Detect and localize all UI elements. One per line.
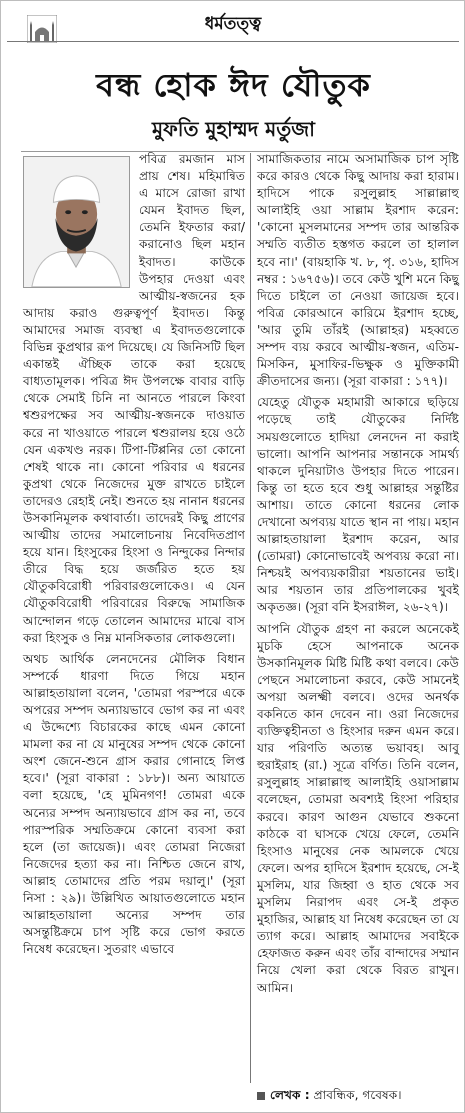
paragraph: যেহেতু যৌতুক মহামারী আকারে ছড়িয়ে পড়েছে তাই যৌতুকের নির্দিষ্ট সময়গুলোতে হাদিয়া লেনদেন না করাই ভালো। আপনি আপনার সন্তানকে সামর্থ্য থাকলে দুনিয়াটাও উপহার দিতে পারেন। কিন্তু তা হতে হবে শুধু আল্লাহর সন্তুষ্টির আশায়। তাতে কোনো ধরনের লোক দেখানো অপব্যয় যাতে স্থান না পায়। মহান আল্লাহতায়ালা ইরশাদ করেন, আর (তোমরা) কোনোভাবেই অপব্যয় করো না। নিশ্চয়ই অপব্যয়কারীরা শয়তানের ভাই। আর শয়তান তার প্রতিপালকের খুবই অকৃতজ্ঞ। (সূরা বনি ইসরাঈল, ২৬-২৭)। xyxy=(257,395,459,615)
paragraph: পবিত্র রমজান মাস প্রায় শেষ। মহিমান্বিত এ মাসে রোজা রাখা যেমন ইবাদত ছিল, তেমনি ইফতার করা/করানোও ছিল মহান ইবাদত। কাউকে উপহার দেওয়া এবং আত্মীয়-স্বজনের হক আদায় করাও গুরুত্বপূর্ণ ইবাদত। কিন্তু আমাদের সমাজ ব্যবস্থা এ ইবাদতগুলোকে বিভিন্ন কুপ্রথার রূপ দিয়েছে। যে জিনিসটি ছিল একান্তই ঐচ্ছিক তাকে করা হয়েছে বাধ্যতামূলক। পবিত্র ঈদ উপলক্ষে বাবার বাড়ি থেকে সেমাই চিনি না আনতে পারলে কিংবা শ্বশুরপক্ষের সব আত্মীয়-স্বজনকে দাওয়াত করে না খাওয়াতে পারলে শ্বশুরালয় হয়ে ওঠে যেন একখণ্ড নরক। টিপা-টিপ্পনির তো কোনো শেষই থাকে না। কোনো পরিবার এ ধরনের কুপ্রথা থেকে নিজেদের মুক্ত রাখতে চাইলে তাদেরও রেহাই নেই। শুনতে হয় নানান ধরনের উসকানিমূলক কথাবার্তা। তাদেরই কিছু প্রাণের আত্মীয় তাদের সমালোচনায় নিবেদিতপ্রাণ হয়ে যান। হিংসুকের হিংসা ও নিন্দুকের নিন্দার তীরে বিদ্ধ হয়ে জর্জরিত হতে হয় যৌতুকবিরোধী পরিবারগুলোকেও। এ যেন যৌতুকবিরোধী পরিবারের বিরুদ্ধে সামাজিক আন্দোলন গড়ে তোলেন আমাদের মাঝে বাস করা হিংসুক ও নিম্ন মানসিকতার লোকগুলো। xyxy=(23,152,245,645)
paragraph: আপনি যৌতুক গ্রহণ না করলে অনেকেই মুচকি হেসে আপনাকে অনেক উসকানিমূলক মিষ্টি মিষ্টি কথা বলবে। কেউ পেছনে সমালোচনা করবে, কেউ সামনেই অপয়া অলক্ষ্মী বলবে। ওদের অনর্থক বকনিতে কান দেবেন না। ওরা নিজেদের ব্যক্তিত্বহীনতা ও হিংসার দরুন এমন করে। যার পরিণতি অত্যন্ত ভয়াবহ। আবু হুরাইরাহ (রা.) সূত্রে বর্ণিত। তিনি বলেন, রসুলুল্লাহ সাল্লাল্লাহু আলাইহি ওয়াসাল্লাম বলেছেন, তোমরা অবশ্যই হিংসা পরিহার করবে। কারণ আগুন যেভাবে শুকনো কাঠকে বা ঘাসকে খেয়ে ফেলে, তেমনি হিংসাও মানুষের নেক আমলকে খেয়ে ফেলে। অপর হাদিসে ইরশাদ হয়েছে, সে-ই মুসলিম, যার জিহ্বা ও হাত থেকে সব মুসলিম নিরাপদ এবং সে-ই প্রকৃত মুহাজির, আল্লাহ যা নিষেধ করেছেন তা যে ত্যাগ করে। আল্লাহ আমাদের সবাইকে হেফাজত করুন এবং তাঁর বান্দাদের সম্মান নিয়ে খেলা করা থেকে বিরত রাখুন। আমিন। xyxy=(257,621,459,995)
section-header xyxy=(7,7,459,41)
author-note-label: লেখক : xyxy=(270,1088,310,1102)
text-column-right xyxy=(257,151,459,997)
photo-space xyxy=(23,151,133,289)
square-bullet-icon xyxy=(257,1092,265,1100)
column-divider xyxy=(250,153,251,1083)
paragraph: অথচ আর্থিক লেনদেনের মৌলিক বিধান সম্পর্কে ধারণা দিতে গিয়ে মহান আল্লাহতায়ালা বলেন, 'তোমরা পরস্পরে একে অপরের সম্পদ অন্যায়ভাবে ভোগ কর না এবং এ উদ্দেশ্যে বিচারকের কাছে এমন কোনো মামলা কর না যে মানুষের সম্পদ থেকে কোনো অংশ জেনে-শুনে গ্রাস করার গোনাহে লিপ্ত হবে।' (সূরা বাকারা : ১৮৮)। অন্য আয়াতে বলা হয়েছে, 'হে মুমিনগণ! তোমরা একে অন্যের সম্পদ অন্যায়ভাবে গ্রাস কর না, তবে পারস্পরিক সম্মতিক্রমে কোনো ব্যবসা করা হলে (তা জায়েজ)। এবং তোমরা নিজেরা নিজেদের হত্যা কর না। নিশ্চিত জেনে রাখ, আল্লাহ তোমাদের প্রতি পরম দয়ালু।' (সূরা নিসা : ২৯)। উল্লিখিত আয়াতগুলোতে মহান আল্লাহতায়ালা অন্যের সম্পদ তার অসন্তুষ্টিক্রমে চাপ সৃষ্টি করে ভোগ করতে নিষেধ করেছেন। সুতরাং এভাবে xyxy=(23,651,245,957)
byline: মুফতি মুহাম্মদ মর্তুজা xyxy=(152,117,315,141)
section-label: ধর্মতত্ত্ব xyxy=(204,14,262,34)
author-note xyxy=(257,1087,459,1104)
headline: বন্ধ হোক ঈদ যৌতুক xyxy=(96,66,371,104)
paragraph: সামাজিকতার নামে অসামাজিক চাপ সৃষ্টি করে কারও থেকে কিছু আদায় করা হারাম। হাদিসে পাকে রসুলুল্লাহ সাল্লাল্লাহু আলাইহি ওয়া সাল্লাম ইরশাদ করেন: 'কোনো মুসলমানের সম্পদ তার আন্তরিক সম্মতি ব্যতীত হস্তগত করলে তা হালাল হবে না।' (বায়হাকি খ. ৮, পৃ. ৩১৬, হাদিস নম্বর : ১৬৭৫৬)। তবে কেউ খুশি মনে কিছু দিতে চাইলে তা নেওয়া জায়েজ হবে। পবিত্র কোরআনে কারিমে ইরশাদ হচ্ছে, 'আর তুমি তাঁরই (আল্লাহর) মহব্বতে সম্পদ ব্যয় করবে আত্মীয়-স্বজন, এতিম-মিসকিন, মুসাফির-ভিক্ষুক ও মুক্তিকামী ক্রীতদাসের জন্য। (সূরা বাকারা : ১৭৭)। xyxy=(257,152,459,389)
divider xyxy=(7,41,459,42)
text-column-left xyxy=(23,151,245,958)
author-note-text: প্রাবন্ধিক, গবেষক। xyxy=(313,1088,402,1102)
